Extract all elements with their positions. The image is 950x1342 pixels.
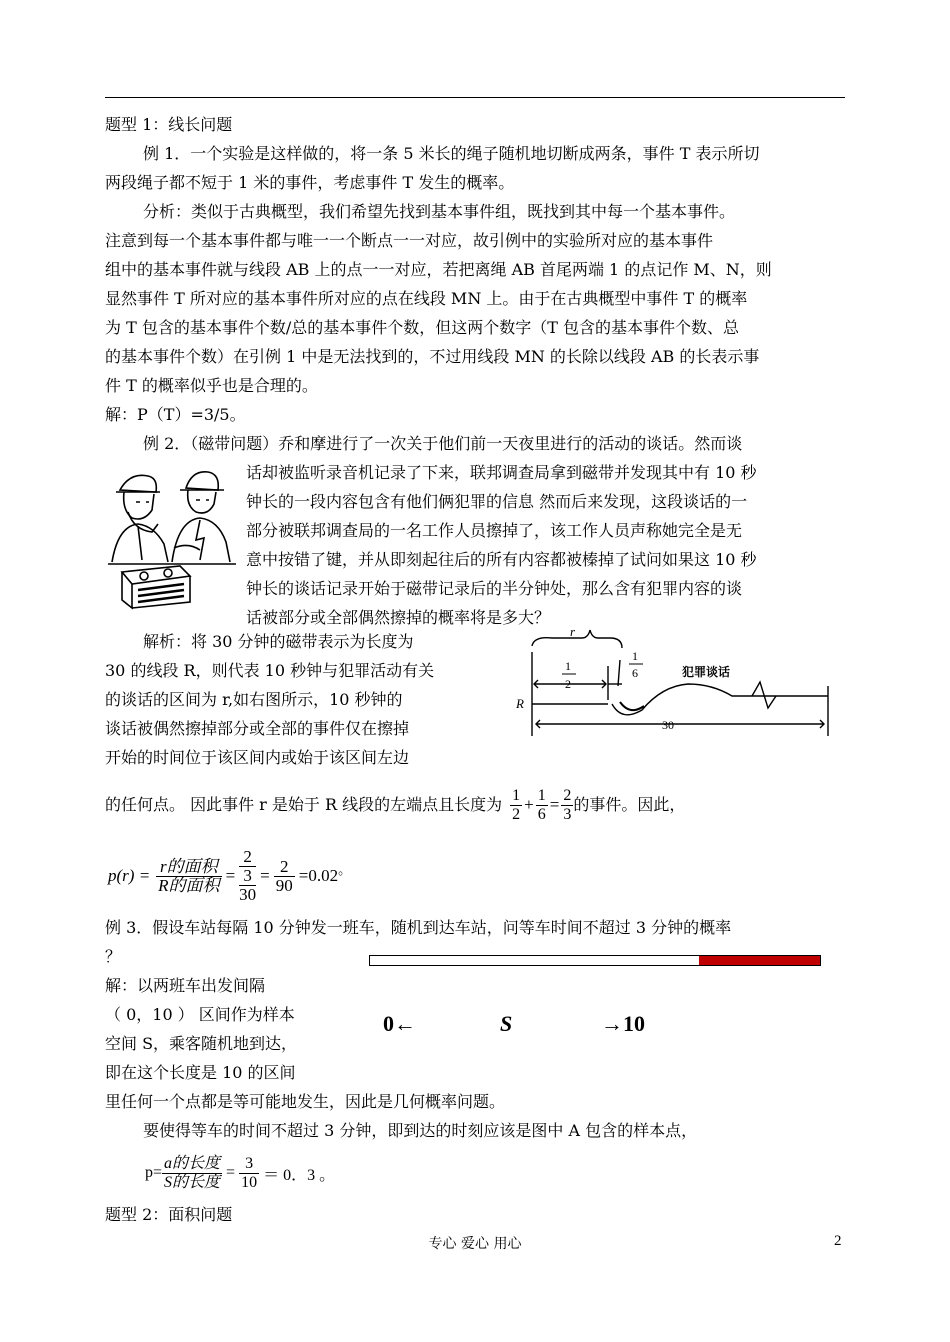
example-3-solution-line: 空间 S，乘客随机地到达， — [105, 1034, 298, 1053]
label-r: r — [570, 626, 576, 639]
analysis-line: 的基本事件个数）在引例 1 中是无法找到的，不过用线段 MN 的长除以线段 AB 的长表示事 — [105, 347, 760, 366]
analysis-line: 件 T 的概率似乎也是合理的。 — [105, 376, 318, 395]
example-2-solution-line: 解析：将 30 分钟的磁带表示为长度为 — [143, 632, 414, 651]
example-2-text: 的事件。因此， — [573, 795, 686, 814]
header-rule — [105, 97, 845, 98]
example-2-solution-line: 30 的线段 R，则代表 10 秒钟与犯罪活动有关 — [105, 661, 435, 680]
label-sixth-num: 1 — [632, 649, 638, 663]
example-2-line: 意中按错了键，并从即刻起往后的所有内容都被榛掉了试问如果这 10 秒 — [246, 550, 757, 569]
p-three-tenths: $\frac{3}{10}$ — [241, 1154, 258, 1191]
footer-motto: 专心 爱心 用心 — [428, 1236, 522, 1252]
fraction-two-thirds: $\frac{2}{3}$ — [563, 786, 572, 823]
example-2-line: 钟长的一段内容包含有他们俩犯罪的信息 然而后来发现，这段谈话的一 — [246, 492, 748, 511]
example-3-solution-line: 要使得等车的时间不超过 3 分钟，即到达的时刻应该是图中 A 包含的样本点， — [143, 1121, 698, 1140]
fraction-half: $\frac{1}{2}$ — [512, 786, 521, 823]
analysis-line: 分析：类似于古典概型，我们希望先找到基本事件组，既找到其中每一个基本事件。 — [143, 202, 736, 221]
example-2-line: 话却被监听录音机记录了下来，联邦调查局拿到磁带并发现其中有 10 秒 — [246, 463, 757, 482]
example-2-fraction-line: 的任何点。 因此事件 r 是始于 R 线段的左端点且长度为 $\frac{1}{2}$ + $\frac{1}{6}$ = $\frac{2}{3}$ 的事件。因此， — [105, 786, 686, 823]
label-crime-talk: 犯罪谈话 — [682, 665, 731, 679]
analysis-line: 显然事件 T 所对应的基本事件所对应的点在线段 MN 上。由于在古典概型中事件 T 的概率 — [105, 289, 748, 308]
example-3-line: 例 3．假设车站每隔 10 分钟发一班车，随机到达车站，问等车时间不超过 3 分钟的概率 — [105, 918, 732, 937]
analysis-line: 为 T 包含的基本事件个数/总的基本事件个数，但这两个数字（T 包含的基本事件个数、总 — [105, 318, 739, 337]
example-2-solution-line: 开始的时间位于该区间内或始于该区间左边 — [105, 748, 410, 767]
example-1-line: 例 1．一个实验是这样做的，将一条 5 米长的绳子随机地切断成两条，事件 T 表示所切 — [143, 144, 760, 163]
analysis-line: 注意到每一个基本事件都与唯一一个断点一一对应，故引例中的实验所对应的基本事件 — [105, 231, 714, 250]
example-2-text: 的任何点。 因此事件 r 是始于 R 线段的左端点且长度为 — [105, 795, 503, 814]
label-half-den: 2 — [565, 677, 571, 691]
probability-equation: p(r) = $\frac{\text{r的面积}}{\text{R的面积}}$ = 2 3 30 = $\frac{2}{90}$ =0.02 。 — [108, 847, 352, 904]
tape-right-label: →10 — [601, 1011, 645, 1036]
tape-mid-label: S — [500, 1011, 513, 1036]
page-number: 2 — [834, 1233, 842, 1249]
label-R: R — [516, 696, 524, 711]
example-2-solution-line: 谈话被偶然擦掉部分或全部的事件仅在擦掉 — [105, 719, 410, 738]
example-2-line: 话被部分或全部偶然擦掉的概率将是多大？ — [246, 608, 551, 627]
waiting-time-highlight — [699, 956, 820, 965]
example-3-solution-line: 里任何一个点都是等可能地发生，因此是几何概率问题。 — [105, 1092, 506, 1111]
eq-two-ninety: $\frac{2}{90}$ — [275, 856, 293, 895]
label-thirty: 30 — [662, 718, 674, 732]
tape-left-label: 0← — [383, 1011, 416, 1036]
p-lhs: p= — [145, 1164, 163, 1181]
label-sixth-den: 6 — [632, 666, 638, 680]
suspects-illustration — [108, 462, 238, 612]
eq-area-fraction: $\frac{\text{r的面积}}{\text{R的面积}}$ — [158, 856, 220, 895]
example-2-line: 例 2．（磁带问题）乔和摩进行了一次关于他们前一天夜里进行的活动的谈话。然而谈 — [143, 434, 743, 453]
eq-result: =0.02 — [298, 866, 339, 885]
example-2-solution-line: 的谈话的区间为 r,如右图所示，10 秒钟的 — [105, 690, 403, 709]
waiting-time-bar — [369, 955, 821, 966]
section-title: 题型 2：面积问题 — [105, 1205, 233, 1224]
p-result: ＝ 0．3 。 — [263, 1166, 336, 1184]
section-title: 题型 1：线长问题 — [105, 115, 233, 134]
eq-end: 。 — [338, 861, 352, 877]
example-3-solution-line: 即在这个长度是 10 的区间 — [105, 1063, 296, 1082]
example-3-solution-line: （ 0，10 ） 区间作为样本 — [105, 1005, 295, 1024]
example-3-probability: p= $\frac{\text{a的长度}}{\text{S的长度}}$ = $\frac{3}{10}$ ＝ 0．3 。 — [145, 1154, 336, 1191]
example-1-line: 两段绳子都不短于 1 米的事件，考虑事件 T 发生的概率。 — [105, 173, 515, 192]
example-3-line: ？ — [105, 947, 122, 966]
eq-lhs: p(r) = — [108, 866, 151, 885]
label-half-num: 1 — [565, 659, 571, 673]
eq-nested-fraction: 2 3 30 — [239, 847, 257, 904]
p-length-fraction: $\frac{\text{a的长度}}{\text{S的长度}}$ — [164, 1154, 221, 1191]
analysis-line: 组中的基本事件就与线段 AB 上的点一一对应，若把离绳 AB 首尾两端 1 的点记作 M、N，则 — [105, 260, 772, 279]
solution-line: 解：P（T）=3/5。 — [105, 405, 246, 424]
example-2-line: 部分被联邦调查局的一名工作人员擦掉了，该工作人员声称她完全是无 — [246, 521, 743, 540]
fraction-sixth: $\frac{1}{6}$ — [537, 786, 546, 823]
example-2-line: 钟长的谈话记录开始于磁带记录后的半分钟处，那么含有犯罪内容的谈 — [246, 579, 743, 598]
tape-segment-diagram — [512, 626, 832, 754]
example-3-solution-line: 解：以两班车出发间隔 — [105, 976, 266, 995]
